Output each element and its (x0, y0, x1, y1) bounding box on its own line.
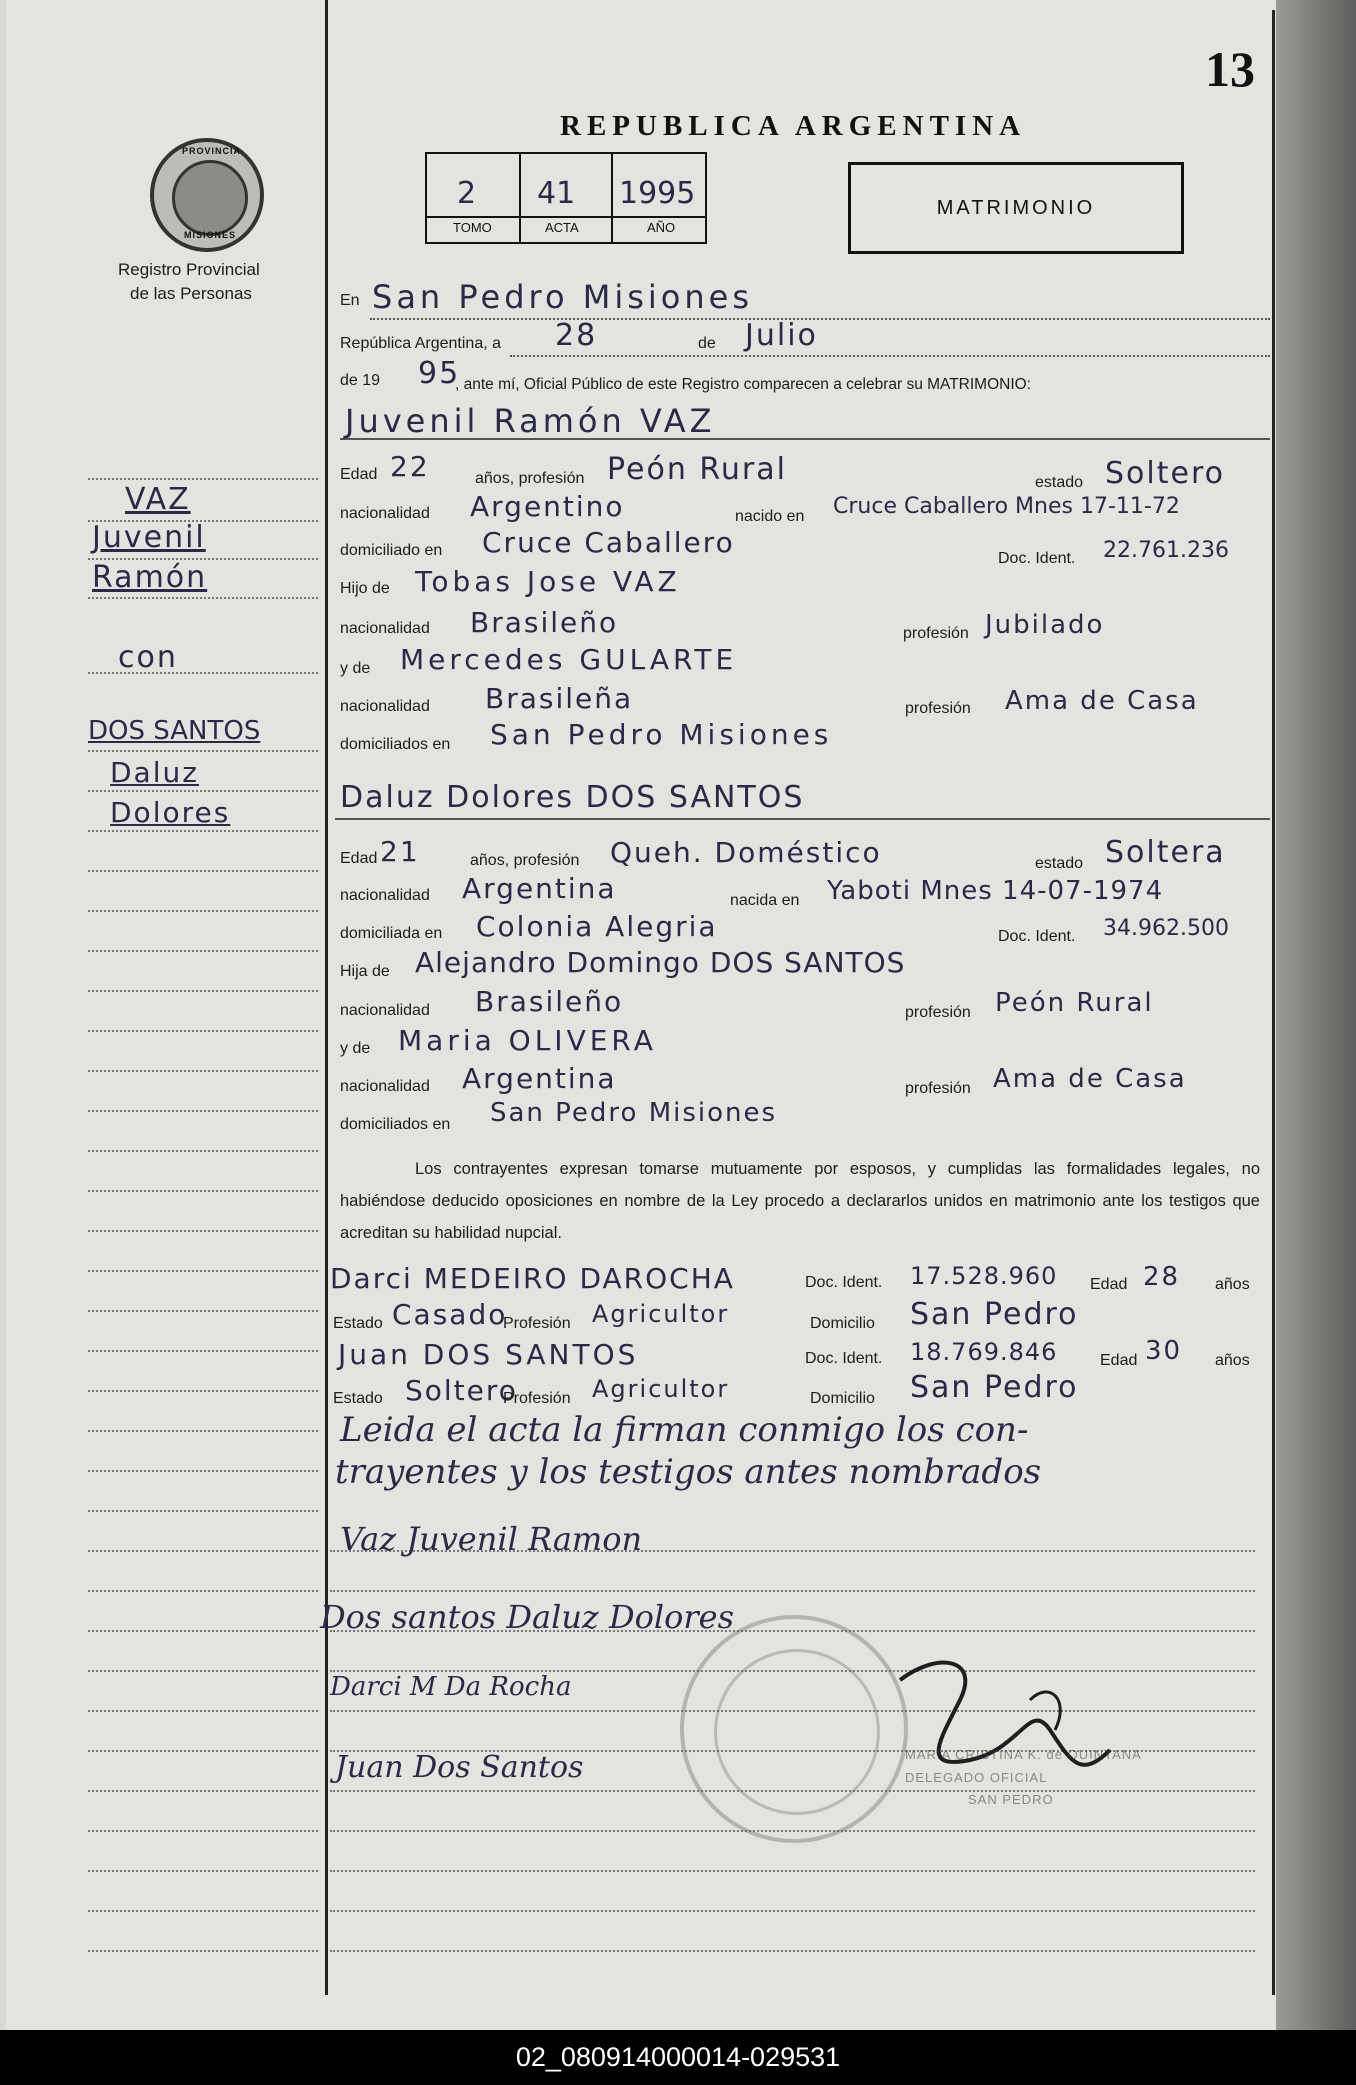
groom-profession: Peón Rural (607, 452, 787, 487)
label-nacionalidad-father: nacionalidad (340, 620, 430, 637)
margin-line (88, 478, 318, 480)
label-profesion-w1: Profesión (503, 1315, 571, 1332)
signature-witness2: Juan Dos Santos (335, 1750, 584, 1785)
groom-domicile: Cruce Caballero (482, 526, 735, 559)
groom-birthplace: Cruce Caballero Mnes 17-11-72 (833, 494, 1180, 519)
provincial-seal (150, 138, 264, 252)
signature-witness1: Darci M Da Rocha (330, 1672, 572, 1702)
official-place: SAN PEDRO (968, 1792, 1054, 1807)
groom-father: Tobas Jose VAZ (415, 565, 681, 598)
groom-doc: 22.761.236 (1103, 538, 1229, 563)
bride-mother: Maria OLIVERA (398, 1024, 657, 1057)
label-anos-profesion: años, profesión (475, 470, 585, 487)
label-edad-bride: Edad (340, 850, 378, 867)
margin-line (88, 1590, 318, 1592)
margin-line (88, 1510, 318, 1512)
groom-name: Juvenil Ramón VAZ (345, 402, 716, 440)
margin-note-name3: Daluz (110, 756, 199, 789)
label-hija-de: Hija de (340, 963, 390, 980)
margin-line (88, 1550, 318, 1552)
label-profesion-bride-father: profesión (905, 1004, 971, 1021)
label-profesion-w2: Profesión (503, 1390, 571, 1407)
ruled-line (330, 1910, 1255, 1912)
label-de19: de 19 (340, 372, 381, 389)
margin-line (88, 1190, 318, 1192)
margin-line (88, 1630, 318, 1632)
ruled-line (330, 1950, 1255, 1952)
groom-mother-nationality: Brasileña (485, 682, 634, 715)
margin-note-name4: Dolores (110, 796, 231, 829)
witness1-domicile: San Pedro (910, 1297, 1079, 1332)
margin-line (88, 870, 318, 872)
legal-text: Los contrayentes expresan tomarse mutuamente por esposos, y cumplidas las formalidades legales, no habiéndose deducido oposiciones en nombre de la Ley procedo a declararlos unidos en matrimonio ante los testigos que acreditan su habilidad nupcial. (340, 1160, 1260, 1242)
margin-note-surname2: DOS SANTOS (88, 716, 261, 746)
record-box (425, 152, 707, 244)
margin-line (88, 1750, 318, 1752)
anio-value: 1995 (619, 176, 696, 211)
label-nacida-en: nacida en (730, 892, 800, 909)
margin-line (88, 1950, 318, 1952)
margin-note-con: con (118, 640, 178, 675)
ruled-line (330, 1870, 1255, 1872)
tomo-value: 2 (457, 176, 477, 211)
groom-father-nationality: Brasileño (470, 606, 619, 639)
bride-domicile: Colonia Alegria (476, 910, 718, 943)
margin-line (88, 1830, 318, 1832)
margin-line (88, 790, 318, 792)
page-edge-shadow (1276, 0, 1356, 2030)
stamp-inner-ring (714, 1649, 880, 1815)
label-y-de: y de (340, 660, 371, 677)
page-number: 13 (1205, 41, 1255, 97)
bride-doc: 34.962.500 (1103, 916, 1229, 941)
line-date (510, 355, 1270, 357)
label-domiciliados: domiciliados en (340, 736, 451, 753)
label-doc: Doc. Ident. (998, 550, 1076, 567)
label-domicilio-w1: Domicilio (810, 1315, 875, 1332)
margin-line (88, 950, 318, 952)
margin-line (88, 1670, 318, 1672)
seal-text-top: PROVINCIA (182, 146, 242, 156)
groom-status: Soltero (1105, 456, 1225, 491)
label-domicilio-w2: Domicilio (810, 1390, 875, 1407)
registry-line-1: Registro Provincial (118, 260, 260, 279)
bride-father-nationality: Brasileño (475, 985, 624, 1018)
label-doc-w2: Doc. Ident. (805, 1350, 883, 1367)
margin-line (88, 1430, 318, 1432)
label-profesion-bride-mother: profesión (905, 1080, 971, 1097)
label-nacionalidad-bride-father: nacionalidad (340, 1002, 430, 1019)
bride-profession: Queh. Doméstico (610, 836, 882, 869)
margin-line (88, 830, 318, 832)
label-estado-bride: estado (1035, 855, 1084, 872)
bride-nationality: Argentina (462, 872, 617, 905)
witness2-domicile: San Pedro (910, 1370, 1079, 1405)
seal-center (172, 160, 248, 236)
place-value: San Pedro Misiones (372, 278, 754, 316)
margin-line (88, 1790, 318, 1792)
witness2-doc: 18.769.846 (910, 1338, 1058, 1366)
label-nacido-en: nacido en (735, 508, 805, 525)
document-type-box: MATRIMONIO (848, 162, 1184, 254)
witness1-name: Darci MEDEIRO DAROCHA (330, 1262, 735, 1295)
bride-father: Alejandro Domingo DOS SANTOS (415, 946, 906, 979)
seal-text-bottom: MISIONES (184, 230, 237, 240)
right-border (1272, 10, 1275, 1995)
margin-line (88, 1390, 318, 1392)
witness1-profession: Agricultor (592, 1300, 730, 1328)
margin-note-name1: Juvenil (92, 520, 206, 555)
margin-line (88, 1030, 318, 1032)
day-value: 28 (555, 318, 598, 353)
margin-line (88, 990, 318, 992)
bride-mother-nationality: Argentina (462, 1062, 617, 1095)
groom-mother: Mercedes GULARTE (400, 643, 738, 676)
groom-father-profession: Jubilado (985, 610, 1105, 640)
label-nacionalidad-mother: nacionalidad (340, 698, 430, 715)
label-de: de (698, 335, 716, 352)
acta-label: ACTA (545, 220, 579, 235)
label-nacionalidad-bride-mother: nacionalidad (340, 1078, 430, 1095)
label-domiciliado: domiciliado en (340, 542, 443, 559)
margin-line (88, 1230, 318, 1232)
margin-line (88, 597, 318, 599)
footer-id: 02_080914000014-029531 (0, 2030, 1356, 2085)
margin-line (88, 1870, 318, 1872)
anio-label: AÑO (647, 220, 676, 235)
label-profesion-father: profesión (903, 625, 969, 642)
groom-nationality: Argentino (470, 490, 625, 523)
label-doc-w1: Doc. Ident. (805, 1274, 883, 1291)
label-edad: Edad (340, 466, 378, 483)
margin-divider (325, 0, 328, 1995)
closing-note-1: Leida el acta la firman conmigo los con- (340, 1410, 1029, 1450)
groom-parents-domicile: San Pedro Misiones (490, 718, 833, 751)
tomo-label: TOMO (453, 220, 492, 235)
label-domiciliados-bride: domiciliados en (340, 1116, 451, 1133)
witness1-doc: 17.528.960 (910, 1262, 1058, 1290)
label-ante-mi: , ante mí, Oficial Público de este Registro comparecen a celebrar su MATRIMONIO: (455, 376, 1032, 393)
label-edad-w2: Edad (1100, 1352, 1138, 1369)
line-bride-name (335, 818, 1270, 820)
official-stamp (680, 1615, 908, 1843)
margin-note-surname: VAZ (125, 482, 191, 517)
label-estado-w2: Estado (333, 1390, 383, 1407)
bride-status: Soltera (1105, 835, 1226, 870)
groom-age: 22 (390, 450, 430, 483)
label-hijo-de: Hijo de (340, 580, 390, 597)
margin-note-name2: Ramón (92, 560, 208, 595)
margin-line (88, 910, 318, 912)
groom-mother-profession: Ama de Casa (1005, 686, 1199, 716)
bride-mother-profession: Ama de Casa (993, 1064, 1187, 1094)
closing-note-2: trayentes y los testigos antes nombrados (335, 1452, 1042, 1492)
witness2-profession: Agricultor (592, 1375, 730, 1403)
margin-line (88, 1470, 318, 1472)
label-estado-w1: Estado (333, 1315, 383, 1332)
margin-line (88, 1710, 318, 1712)
bride-age: 21 (380, 835, 420, 868)
margin-line (88, 1270, 318, 1272)
margin-line (88, 1110, 318, 1112)
label-domiciliada: domiciliada en (340, 925, 443, 942)
witness1-age: 28 (1143, 1262, 1181, 1292)
margin-line (88, 1150, 318, 1152)
bride-parents-domicile: San Pedro Misiones (490, 1098, 778, 1128)
label-y-de-bride: y de (340, 1040, 371, 1057)
month-value: Julio (745, 318, 818, 353)
republic-title: REPUBLICA ARGENTINA (560, 110, 1027, 142)
ruled-line (330, 1590, 1255, 1592)
witness2-status: Soltero (405, 1374, 518, 1407)
margin-line (88, 750, 318, 752)
label-nacionalidad-bride: nacionalidad (340, 887, 430, 904)
label-profesion-mother: profesión (905, 700, 971, 717)
signature-bride: Dos santos Daluz Dolores (320, 1598, 735, 1636)
label-edad-w1: Edad (1090, 1276, 1128, 1293)
label-anos-w1: años (1215, 1276, 1250, 1293)
signature-groom: Vaz Juvenil Ramon (340, 1520, 643, 1558)
label-estado: estado (1035, 474, 1084, 491)
registry-line-2: de las Personas (130, 284, 252, 303)
bride-father-profession: Peón Rural (995, 988, 1154, 1018)
official-role: DELEGADO OFICIAL (905, 1770, 1048, 1785)
official-name: MARIA CRISTINA K. de QUINTANA (905, 1747, 1142, 1762)
margin-line (88, 1070, 318, 1072)
label-nacionalidad: nacionalidad (340, 505, 430, 522)
bride-birthplace: Yaboti Mnes 14-07-1974 (827, 876, 1164, 906)
year-value: 95 (418, 356, 461, 391)
label-anos-w2: años (1215, 1352, 1250, 1369)
witness1-status: Casado (392, 1298, 508, 1331)
witness2-age: 30 (1145, 1336, 1183, 1366)
line-place (370, 318, 1270, 320)
label-anos-profesion-bride: años, profesión (470, 852, 580, 869)
label-en: En (340, 292, 360, 309)
label-republica: República Argentina, a (340, 335, 501, 352)
margin-line (88, 1350, 318, 1352)
witness2-name: Juan DOS SANTOS (338, 1338, 639, 1371)
acta-value: 41 (537, 176, 576, 211)
margin-line (88, 1910, 318, 1912)
margin-line (88, 1310, 318, 1312)
bride-name: Daluz Dolores DOS SANTOS (340, 780, 805, 815)
label-doc-bride: Doc. Ident. (998, 928, 1076, 945)
